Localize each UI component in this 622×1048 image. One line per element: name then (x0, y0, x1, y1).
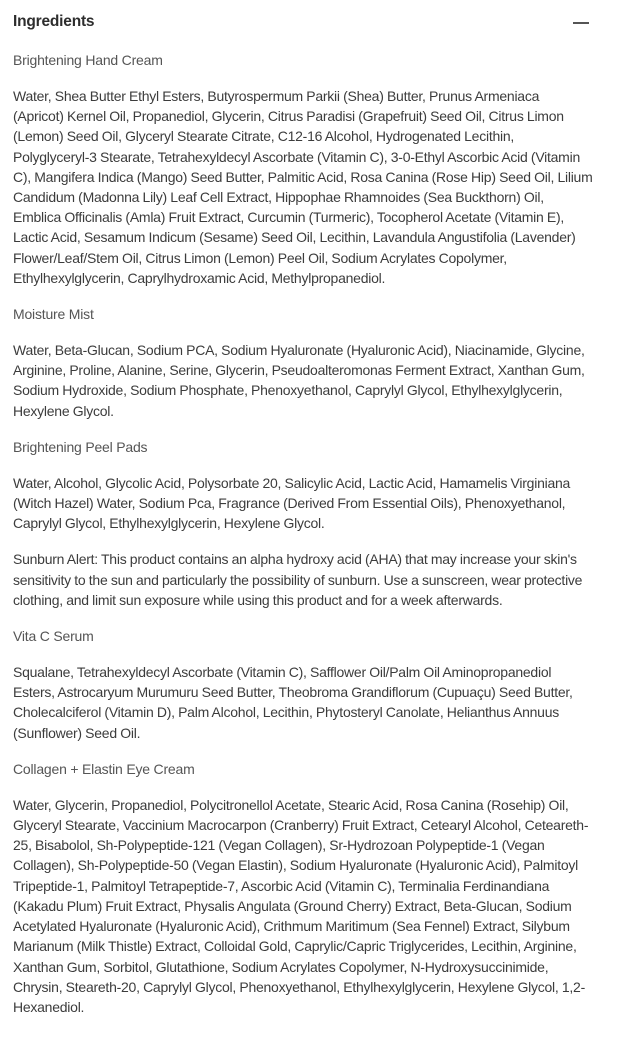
product-section-hand-cream (13, 50, 609, 288)
product-section-moisture-mist (13, 304, 609, 421)
product-name: Vita C Serum (13, 628, 94, 645)
minus-icon[interactable] (573, 22, 589, 24)
product-section-peel-pads (13, 437, 609, 610)
product-name: Brightening Peel Pads (13, 438, 148, 455)
product-section-eye-cream (13, 759, 609, 1017)
ingredients-accordion-header[interactable] (13, 0, 609, 44)
ingredient-list: Water, Glycerin, Propanediol, Polycitronellol Acetate, Stearic Acid, Rosa Canina (Rosehip) Oil, Glyceryl Stearate, Vaccinium Macrocarpon (Cranberry) Fruit Extract, Cetearyl Alcohol, Ceteareth-25, Bisabolol, Sh-Polypeptide-121 (Vegan Collagen), Sr-Hydrozoan Polypeptide-1 (Vegan Collagen), Sh-Polypeptide-50 (Vegan Elastin), Sodium Hyaluronate (Hyaluronic Acid), Palmitoyl Tripeptide-1, Palmitoyl Tetrapeptide-7, Ascorbic Acid (Vitamin C), Terminalia Ferdinandiana (Kakadu Plum) Fruit Extract, Physalis Angulata (Ground Cherry) Extract, Beta-Glucan, Sodium Acetylated Hyaluronate (Hyaluronic Acid), Crithmum Maritimum (Sea Fennel) Extract, Silybum Marianum (Milk Thistle) Extract, Colloidal Gold, Caprylic/Capric Triglycerides, Lecithin, Arginine, Xanthan Gum, Sorbitol, Glutathione, Sodium Acrylates Copolymer, N-Hydroxysuccinimide, Chrysin, Steareth-20, Caprylyl Glycol, Phenoxyethanol, Ethylhexylglycerin, Hexylene Glycol, 1,2-Hexanediol. (13, 796, 589, 1015)
ingredient-list: Water, Alcohol, Glycolic Acid, Polysorbate 20, Salicylic Acid, Lactic Acid, Hamamelis Virginiana (Witch Hazel) Water, Sodium Pca, Fragrance (Derived From Essential Oils), Phenoxyethanol, Caprylyl Glycol, Ethylhexylglycerin, Hexylene Glycol. (13, 474, 571, 532)
ingredient-list: Water, Beta-Glucan, Sodium PCA, Sodium Hyaluronate (Hyaluronic Acid), Niacinamide, Glycine, Arginine, Proline, Alanine, Serine, Glycerin, Pseudoalteromonas Ferment Extract, Xanthan Gum, Sodium Hydroxide, Sodium Phosphate, Phenoxyethanol, Caprylyl Glycol, Ethylhexylglycerin, Hexylene Glycol. (13, 342, 585, 419)
product-name: Moisture Mist (13, 306, 94, 323)
product-name: Collagen + Elastin Eye Cream (13, 760, 195, 777)
ingredient-list: Squalane, Tetrahexyldecyl Ascorbate (Vitamin C), Safflower Oil/Palm Oil Aminopropanediol Esters, Astrocaryum Murumuru Seed Butter, Theobroma Grandiflorum (Cupuaçu) Seed Butter, Cholecalciferol (Vitamin D), Palm Alcohol, Lecithin, Phytosteryl Canolate, Helianthus Annuus (Sunflower) Seed Oil. (13, 664, 573, 741)
product-section-vita-c-serum (13, 626, 609, 743)
accordion-body (13, 50, 609, 1017)
ingredient-list: Water, Shea Butter Ethyl Esters, Butyrospermum Parkii (Shea) Butter, Prunus Armeniaca (Apricot) Kernel Oil, Propanediol, Glycerin, Citrus Paradisi (Grapefruit) Seed Oil, Citrus Limon (Lemon) Seed Oil, Glyceryl Stearate Citrate, C12-16 Alcohol, Hydrogenated Lecithin, Polyglyceryl-3 Stearate, Tetrahexyldecyl Ascorbate (Vitamin C), 3-0-Ethyl Ascorbic Acid (Vitamin C), Mangifera Indica (Mango) Seed Butter, Palmitic Acid, Rosa Canina (Rose Hip) Seed Oil, Lilium Candidum (Madonna Lily) Leaf Cell Extract, Hippophae Rhamnoides (Sea Buckthorn) Oil, Emblica Officinalis (Amla) Fruit Extract, Curcumin (Turmeric), Tocopherol Acetate (Vitamin E), Lactic Acid, Sesamum Indicum (Sesame) Seed Oil, Lecithin, Lavandula Angustifolia (Lavender) Flower/Leaf/Stem Oil, Citrus Limon (Lemon) Peel Oil, Sodium Acrylates Copolymer, Ethylhexylglycerin, Caprylhydroxamic Acid, Methylpropanediol. (13, 88, 593, 286)
accordion-title: Ingredients (13, 13, 95, 30)
sunburn-alert: Sunburn Alert: This product contains an alpha hydroxy acid (AHA) that may increase your skin's sensitivity to the sun and particularly the possibility of sunburn. Use a sunscreen, wear protective clothing, and limit sun exposure while using this product and for a week afterwards. (13, 551, 583, 608)
product-name: Brightening Hand Cream (13, 52, 163, 68)
